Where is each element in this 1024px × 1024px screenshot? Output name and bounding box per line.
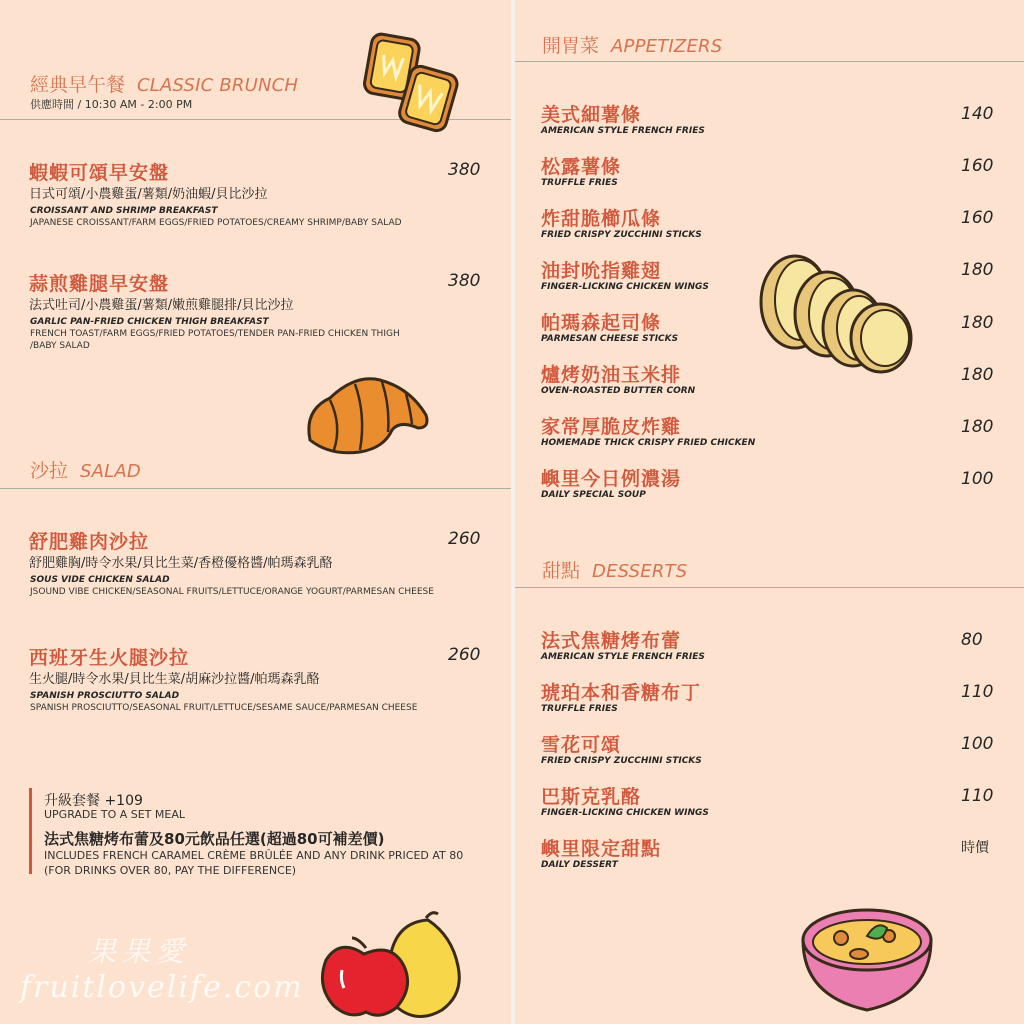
brunch-section-title (30, 70, 298, 97)
brunch-item-2-ingredients: 法式吐司/小農雞蛋/薯類/嫩煎雞腿排/貝比沙拉 (29, 298, 294, 313)
potato-slices-icon (755, 252, 915, 378)
appetizer-1-name: 美式細薯條 (541, 104, 642, 126)
watermark-en: fruitlovelife.com (20, 970, 304, 1005)
appetizers-title-en: APPETIZERS (611, 36, 723, 57)
brunch-item-2-name: 蒜煎雞腿早安盤 (29, 273, 170, 295)
appetizer-3-name: 炸甜脆櫛瓜條 (541, 208, 662, 230)
dessert-5-name-en: DAILY DESSERT (541, 860, 618, 870)
brunch-title-zh: 經典早午餐 (30, 74, 126, 96)
dessert-5-name: 嶼里限定甜點 (541, 838, 662, 860)
desserts-section-title (542, 556, 687, 583)
upgrade-line1: INCLUDES FRENCH CARAMEL CRÈME BRÛLÉE AND ANY DRINK PRICED AT 80 (44, 849, 464, 862)
salad-item-2-name: 西班牙生火腿沙拉 (29, 647, 190, 669)
appetizer-7-price: 180 (961, 417, 994, 437)
upgrade-main-zh: 法式焦糖烤布蕾及80元飲品任選(超過80可補差價) (44, 830, 385, 848)
salad-title-en: SALAD (80, 461, 141, 482)
salad-item-2-desc: SPANISH PROSCIUTTO/SEASONAL FRUIT/LETTUCE/SESAME SAUCE/PARMESAN CHEESE (30, 703, 418, 713)
salad-item-2-ingredients: 生火腿/時令水果/貝比生菜/胡麻沙拉醬/帕瑪森乳酪 (29, 672, 320, 687)
brunch-item-2-desc-line2: /BABY SALAD (30, 341, 90, 351)
appetizer-2-price: 160 (961, 156, 994, 176)
brunch-item-1-name: 蝦蝦可頌早安盤 (29, 162, 170, 184)
appetizer-7-name-en: HOMEMADE THICK CRISPY FRIED CHICKEN (541, 438, 756, 448)
appetizer-4-name-en: FINGER-LICKING CHICKEN WINGS (541, 282, 709, 292)
toast-icon (360, 30, 460, 135)
dessert-5-price: 時價 (961, 840, 989, 856)
appetizers-divider (515, 61, 1024, 62)
appetizer-8-price: 100 (961, 469, 994, 489)
salad-item-1-desc: JSOUND VIBE CHICKEN/SEASONAL FRUITS/LETTUCE/ORANGE YOGURT/PARMESAN CHEESE (30, 587, 434, 597)
desserts-title-zh: 甜點 (542, 560, 581, 582)
dessert-1-name: 法式焦糖烤布蕾 (541, 630, 682, 652)
salad-item-1-price: 260 (448, 529, 481, 549)
apple-pear-icon (318, 908, 468, 1022)
salad-item-1-ingredients: 舒肥雞胸/時令水果/貝比生菜/香橙優格醬/帕瑪森乳酪 (29, 556, 333, 571)
appetizer-6-name: 爐烤奶油玉米排 (541, 364, 682, 386)
brunch-title-en: CLASSIC BRUNCH (137, 75, 299, 96)
dessert-2-name-en: TRUFFLE FRIES (541, 704, 618, 714)
dessert-2-name: 琥珀本和香糖布丁 (541, 682, 702, 704)
appetizer-7-name: 家常厚脆皮炸雞 (541, 416, 682, 438)
salad-item-1-name: 舒肥雞肉沙拉 (29, 531, 150, 553)
appetizer-4-price: 180 (961, 260, 994, 280)
appetizer-5-name: 帕瑪森起司條 (541, 312, 662, 334)
dessert-3-price: 100 (961, 734, 994, 754)
salad-title-zh: 沙拉 (30, 460, 69, 482)
desserts-title-en: DESSERTS (592, 561, 688, 582)
appetizer-1-price: 140 (961, 104, 994, 124)
appetizers-section-title (542, 31, 722, 58)
upgrade-line2: (FOR DRINKS OVER 80, PAY THE DIFFERENCE) (44, 864, 297, 877)
dessert-2-price: 110 (961, 682, 994, 702)
appetizer-6-name-en: OVEN-ROASTED BUTTER CORN (541, 386, 696, 396)
brunch-item-1-name-en: CROISSANT AND SHRIMP BREAKFAST (30, 206, 218, 216)
watermark-zh: 果果愛 (88, 935, 191, 968)
dessert-1-price: 80 (961, 630, 983, 650)
appetizer-5-name-en: PARMESAN CHEESE STICKS (541, 334, 679, 344)
appetizer-1-name-en: AMERICAN STYLE FRENCH FRIES (541, 126, 705, 136)
appetizer-8-name-en: DAILY SPECIAL SOUP (541, 490, 646, 500)
dessert-4-name-en: FINGER-LICKING CHICKEN WINGS (541, 808, 709, 818)
brunch-item-1-price: 380 (448, 160, 481, 180)
appetizer-5-price: 180 (961, 313, 994, 333)
dessert-3-name-en: FRIED CRISPY ZUCCHINI STICKS (541, 756, 702, 766)
upgrade-accent-bar (29, 788, 32, 874)
right-menu-panel (515, 0, 1024, 1024)
appetizer-2-name: 松露薯條 (541, 156, 622, 178)
soup-bowl-icon (797, 906, 937, 1016)
croissant-icon (300, 370, 435, 460)
appetizer-6-price: 180 (961, 365, 994, 385)
brunch-item-1-ingredients: 日式可頌/小農雞蛋/薯類/奶油蝦/貝比沙拉 (29, 187, 268, 202)
salad-item-2-price: 260 (448, 645, 481, 665)
dessert-4-price: 110 (961, 786, 994, 806)
appetizer-4-name: 油封吮指雞翅 (541, 260, 662, 282)
brunch-hours: 供應時間 / 10:30 AM - 2:00 PM (30, 98, 193, 111)
brunch-item-1-desc: JAPANESE CROISSANT/FARM EGGS/FRIED POTATOES/CREAMY SHRIMP/BABY SALAD (30, 218, 402, 228)
brunch-item-2-desc-line1: FRENCH TOAST/FARM EGGS/FRIED POTATOES/TENDER PAN-FRIED CHICKEN THIGH (30, 329, 400, 339)
appetizer-8-name: 嶼里今日例濃湯 (541, 468, 682, 490)
upgrade-subtitle: UPGRADE TO A SET MEAL (44, 808, 185, 821)
brunch-item-2-name-en: GARLIC PAN-FRIED CHICKEN THIGH BREAKFAST (30, 317, 269, 327)
left-menu-panel (0, 0, 511, 1024)
upgrade-title: 升級套餐 +109 (44, 793, 143, 809)
dessert-1-name-en: AMERICAN STYLE FRENCH FRIES (541, 652, 705, 662)
salad-section-title (30, 456, 141, 483)
appetizer-3-price: 160 (961, 208, 994, 228)
salad-divider (0, 488, 511, 489)
brunch-item-2-price: 380 (448, 271, 481, 291)
appetizer-3-name-en: FRIED CRISPY ZUCCHINI STICKS (541, 230, 702, 240)
dessert-3-name: 雪花可頌 (541, 734, 622, 756)
salad-item-1-name-en: SOUS VIDE CHICKEN SALAD (30, 575, 170, 585)
dessert-4-name: 巴斯克乳酪 (541, 786, 642, 808)
desserts-divider (515, 587, 1024, 588)
appetizer-2-name-en: TRUFFLE FRIES (541, 178, 618, 188)
salad-item-2-name-en: SPANISH PROSCIUTTO SALAD (30, 691, 180, 701)
appetizers-title-zh: 開胃菜 (542, 35, 600, 57)
